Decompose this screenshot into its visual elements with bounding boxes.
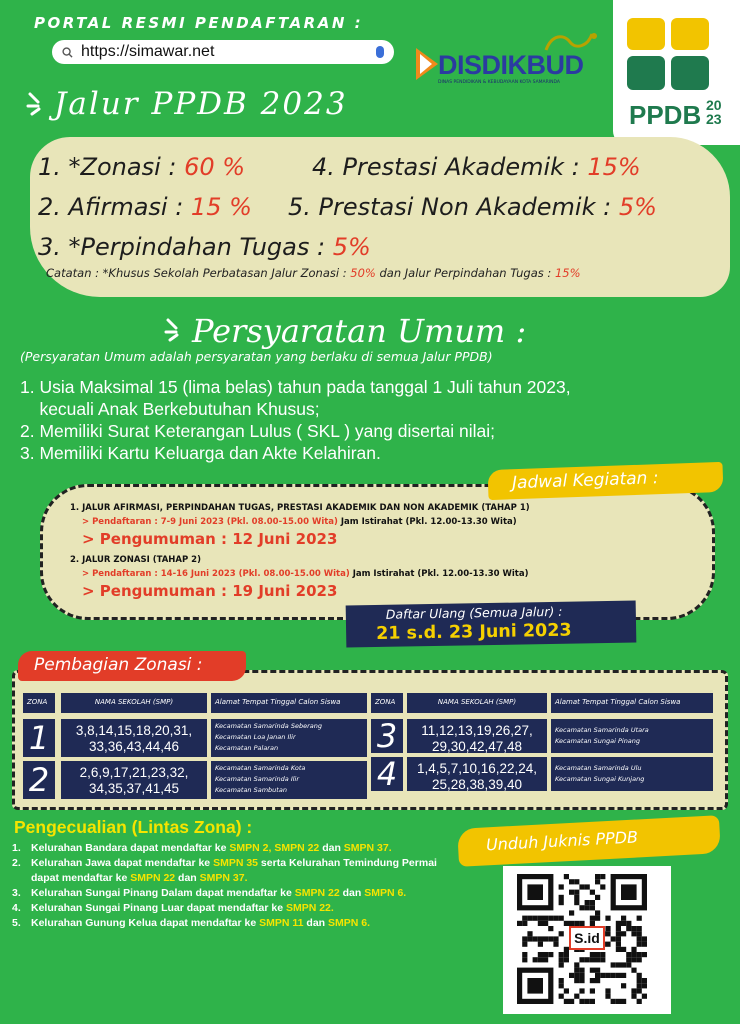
pengecualian-title: Pengecualian (Lintas Zona) :	[14, 817, 253, 837]
zona-number: 4	[371, 757, 403, 791]
pengecualian-item-number: 1.	[12, 842, 21, 854]
pengecualian-item	[12, 916, 452, 931]
sparkle-icon	[26, 90, 52, 118]
ppdb-logo-text: PPDB	[629, 100, 702, 130]
url-bar[interactable]	[52, 40, 394, 64]
list-item: kecuali Anak Berkebutuhan Khusus;	[20, 399, 320, 419]
jalur-item: 3. *Perpindahan Tugas : 5%	[38, 233, 371, 261]
search-icon	[62, 47, 73, 58]
pengecualian-item-text: Kelurahan Jawa dapat mendaftar ke SMPN 35 serta Kelurahan Temindung Permai dapat mendaftar ke SMPN 22 dan SMPN 37.	[31, 857, 437, 884]
jadwal-title: Jadwal Kegiatan :	[488, 462, 724, 500]
zona-schools: 2,6,9,17,21,23,32, 34,35,37,41,45	[61, 761, 207, 799]
jalur-item: 1. *Zonasi : 60 %	[38, 153, 246, 181]
zona-alamat: Kecamatan Samarinda Kota Kecamatan Samarinda Ilir Kecamatan Sambutan	[211, 761, 367, 799]
list-item: 2. Memiliki Surat Keterangan Lulus ( SKL ) yang disertai nilai;	[20, 421, 495, 441]
pengecualian-item	[12, 886, 452, 901]
zona-alamat: Kecamatan Samarinda Seberang Kecamatan Loa Janan Ilir Kecamatan Palaran	[211, 719, 367, 757]
ppdb-logo-shapes	[627, 18, 725, 98]
jalur-title: Jalur PPDB 2023	[54, 86, 348, 122]
daftar-ulang-date: 21 s.d. 23 Juni 2023	[375, 620, 572, 645]
daftar-ulang-label: Daftar Ulang (Semua Jalur) :	[385, 603, 563, 622]
pengecualian-list	[12, 841, 452, 931]
jalur-item: 5. Prestasi Non Akademik : 5%	[288, 193, 657, 221]
zonasi-header-alamat: Alamat Tempat Tinggal Calon Siswa	[211, 693, 367, 713]
jadwal-tahap2-heading: 2. JALUR ZONASI (TAHAP 2)	[70, 555, 201, 565]
zona-alamat: Kecamatan Samarinda Ulu Kecamatan Sungai Kunjang	[551, 757, 713, 791]
disdik-subtitle: DINAS PENDIDIKAN & KEBUDAYAAN KOTA SAMARINDA	[438, 80, 560, 85]
zonasi-header-sekolah: NAMA SEKOLAH (SMP)	[407, 693, 547, 713]
jalur-item: 2. Afirmasi : 15 %	[38, 193, 252, 221]
url-text: https://simawar.net	[81, 43, 215, 60]
sid-logo: S.id	[569, 926, 605, 950]
pengecualian-item-text: Kelurahan Sungai Pinang Dalam dapat mendaftar ke SMPN 22 dan SMPN 6.	[31, 887, 407, 899]
jadwal-tahap1-pendaftaran: > Pendaftaran : 7-9 Juni 2023 (Pkl. 08.00-15.00 Wita) Jam Istirahat (Pkl. 12.00-13.30 Wita)	[82, 517, 517, 527]
disdik-name: DISDIKBUD	[438, 50, 584, 80]
zona-schools: 1,4,5,7,10,16,22,24, 25,28,38,39,40	[407, 757, 547, 791]
jadwal-tahap2-pengumuman: > Pengumuman : 19 Juni 2023	[82, 582, 338, 600]
zonasi-header-zona: ZONA	[23, 693, 55, 713]
zona-number: 3	[371, 719, 403, 753]
pengecualian-item	[12, 841, 452, 856]
zonasi-panel	[12, 670, 728, 810]
list-item: 1. Usia Maksimal 15 (lima belas) tahun pada tanggal 1 Juli tahun 2023,	[20, 377, 571, 397]
zonasi-title: Pembagian Zonasi :	[18, 651, 246, 681]
jadwal-tahap1-heading: 1. JALUR AFIRMASI, PERPINDAHAN TUGAS, PRESTASI AKADEMIK DAN NON AKADEMIK (TAHAP 1)	[70, 503, 530, 513]
zonasi-header-zona: ZONA	[371, 693, 403, 713]
pengecualian-item-number: 4.	[12, 902, 21, 914]
ppdb-logo-year: 20 23	[706, 97, 722, 127]
pengecualian-item-text: Kelurahan Bandara dapat mendaftar ke SMPN 2, SMPN 22 dan SMPN 37.	[31, 842, 392, 854]
sparkle-icon	[164, 316, 190, 344]
jadwal-tahap2-pendaftaran: > Pendaftaran : 14-16 Juni 2023 (Pkl. 08.00-15.00 Wita) Jam Istirahat (Pkl. 12.00-13.30 Wita)	[82, 569, 529, 579]
list-item: 3. Memiliki Kartu Keluarga dan Akte Kelahiran.	[20, 443, 381, 463]
daftar-ulang-banner	[346, 600, 637, 647]
pengecualian-item-number: 5.	[12, 917, 21, 929]
pengecualian-item	[12, 901, 452, 916]
zona-alamat: Kecamatan Samarinda Utara Kecamatan Sungai Pinang	[551, 719, 713, 753]
microphone-icon[interactable]	[376, 46, 384, 58]
zona-number: 1	[23, 719, 55, 757]
pengecualian-item-text: Kelurahan Gunung Kelua dapat mendaftar ke SMPN 11 dan SMPN 6.	[31, 917, 371, 929]
jadwal-tahap1-pengumuman: > Pengumuman : 12 Juni 2023	[82, 530, 338, 548]
jalur-catatan: Catatan : *Khusus Sekolah Perbatasan Jalur Zonasi : 50% dan Jalur Perpindahan Tugas : 15%	[46, 266, 581, 280]
pengecualian-item-number: 2.	[12, 857, 21, 869]
zonasi-header-sekolah: NAMA SEKOLAH (SMP)	[61, 693, 207, 713]
ppdb-logo	[613, 0, 740, 145]
zona-number: 2	[23, 761, 55, 799]
persyaratan-subtitle: (Persyaratan Umum adalah persyaratan yang berlaku di semua Jalur PPDB)	[20, 349, 493, 364]
disdikbud-logo	[412, 30, 607, 88]
persyaratan-title: Persyaratan Umum :	[192, 312, 527, 350]
zonasi-header-alamat: Alamat Tempat Tinggal Calon Siswa	[551, 693, 713, 713]
pengecualian-item	[12, 856, 452, 886]
unduh-juknis-title: Unduh Juknis PPDB	[457, 815, 721, 867]
zona-schools: 11,12,13,19,26,27, 29,30,42,47,48	[407, 719, 547, 753]
pengecualian-item-number: 3.	[12, 887, 21, 899]
persyaratan-list	[20, 376, 720, 464]
zona-schools: 3,8,14,15,18,20,31, 33,36,43,44,46	[61, 719, 207, 757]
qr-code[interactable]	[503, 866, 671, 1014]
pengecualian-item-text: Kelurahan Sungai Pinang Luar dapat mendaftar ke SMPN 22.	[31, 902, 334, 914]
jalur-item: 4. Prestasi Akademik : 15%	[312, 153, 641, 181]
portal-title: PORTAL RESMI PENDAFTARAN :	[34, 14, 364, 32]
